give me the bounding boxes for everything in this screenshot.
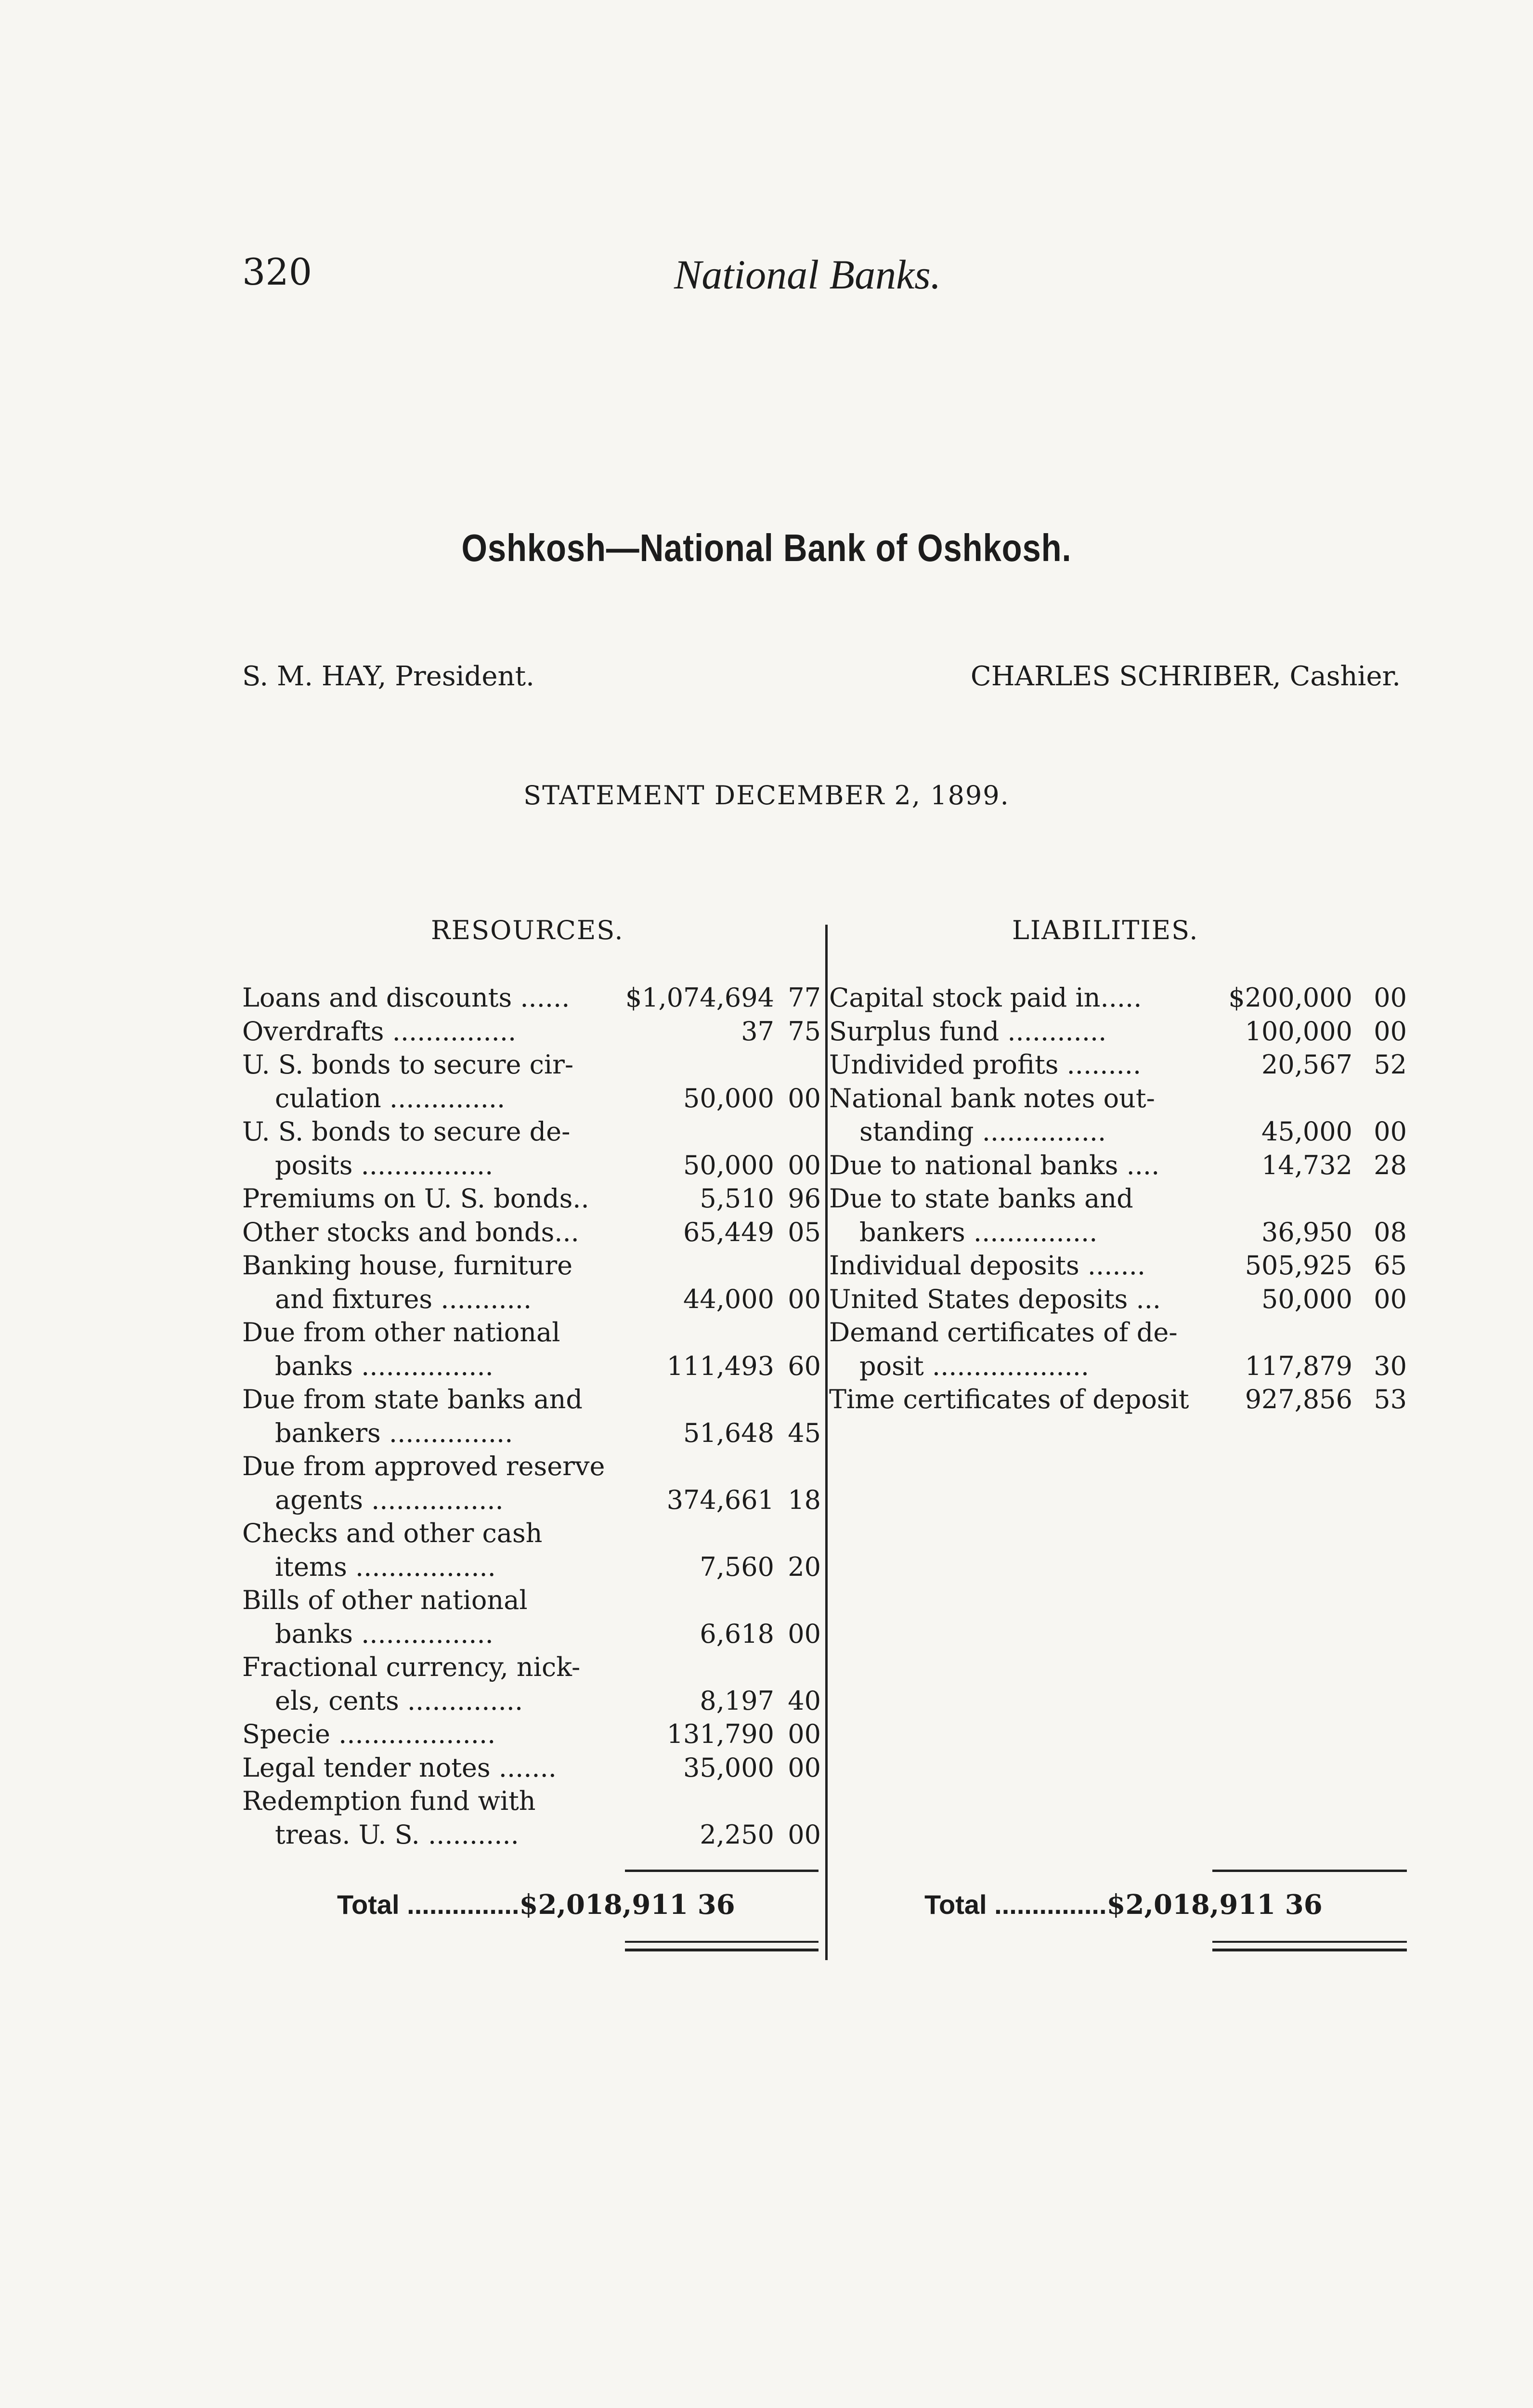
item-cents: 40	[788, 1685, 821, 1716]
item-cents: 00	[1374, 1116, 1407, 1147]
resources-sum-rule	[625, 1870, 818, 1872]
ledger-row	[242, 1115, 822, 1182]
column-divider	[825, 925, 828, 1960]
item-label: items .................	[275, 1551, 496, 1582]
ledger-row	[829, 1182, 1407, 1249]
ledger-line	[242, 1216, 822, 1249]
item-cents: 18	[788, 1484, 821, 1515]
ledger-line	[242, 1349, 822, 1383]
cashier-line: CHARLES SCHRIBER, Cashier.	[970, 661, 1401, 692]
ledger-line	[242, 1082, 822, 1115]
ledger-line	[242, 1048, 822, 1082]
ledger-row	[242, 1784, 822, 1851]
item-label: Due to national banks ....	[829, 1150, 1160, 1180]
ledger-line	[242, 1550, 822, 1584]
ledger-row	[242, 1316, 822, 1383]
item-cents: 30	[1374, 1350, 1407, 1381]
liabilities-sum-rule	[1212, 1870, 1407, 1872]
item-label: bankers ...............	[275, 1417, 513, 1448]
item-label: and fixtures ...........	[275, 1283, 532, 1314]
ledger-row	[829, 1149, 1407, 1182]
item-dollars: 14,732	[1261, 1150, 1352, 1180]
item-dollars: 111,493	[666, 1350, 774, 1381]
liabilities-total	[924, 1889, 1323, 1921]
item-label: posits ................	[275, 1150, 494, 1180]
item-cents: 28	[1374, 1150, 1407, 1180]
ledger-line	[242, 1383, 822, 1416]
item-label: Due from state banks and	[242, 1384, 583, 1414]
item-label: Due from other national	[242, 1317, 560, 1348]
item-cents: 45	[788, 1417, 821, 1448]
resources-heading: RESOURCES.	[431, 915, 624, 945]
ledger-line	[242, 1316, 822, 1349]
item-label: els, cents ..............	[275, 1685, 523, 1716]
ledger-row	[829, 981, 1407, 1015]
item-dollars: 35,000	[683, 1752, 774, 1783]
ledger-line	[242, 1283, 822, 1316]
ledger-line	[242, 1249, 822, 1283]
ledger-line	[242, 1015, 822, 1048]
item-label: standing ...............	[859, 1116, 1106, 1147]
item-cents: 00	[788, 1752, 821, 1783]
ledger-row	[242, 1751, 822, 1785]
item-label: United States deposits ...	[829, 1283, 1161, 1314]
item-label: National bank notes out-	[829, 1083, 1155, 1113]
resources-double-rule-top	[625, 1941, 818, 1943]
item-cents: 00	[788, 1618, 821, 1649]
item-label: posit ...................	[859, 1350, 1090, 1381]
ledger-line	[242, 1584, 822, 1617]
item-cents: 00	[788, 1083, 821, 1113]
ledger-row	[829, 1249, 1407, 1283]
item-dollars: 50,000	[1261, 1283, 1352, 1314]
item-cents: 00	[788, 1283, 821, 1314]
item-dollars: 50,000	[683, 1150, 774, 1180]
item-label: Due from approved reserve	[242, 1451, 605, 1481]
running-title: National Banks.	[674, 251, 941, 298]
item-cents: 60	[788, 1350, 821, 1381]
item-cents: 52	[1374, 1049, 1407, 1080]
item-label: Capital stock paid in.....	[829, 982, 1142, 1013]
item-dollars: 44,000	[683, 1283, 774, 1314]
ledger-line	[242, 1115, 822, 1149]
ledger-line	[829, 1015, 1407, 1048]
liabilities-total-amount: $2,018,911 36	[1106, 1889, 1323, 1921]
item-dollars: 2,250	[700, 1819, 774, 1850]
item-label: U. S. bonds to secure de-	[242, 1116, 571, 1147]
ledger-row	[829, 1082, 1407, 1149]
item-label: Demand certificates of de-	[829, 1317, 1178, 1348]
liabilities-double-rule-top	[1212, 1941, 1407, 1943]
item-dollars: 131,790	[666, 1719, 774, 1749]
item-dollars: 927,856	[1245, 1384, 1352, 1414]
resources-total-label: Total ...............	[337, 1889, 520, 1920]
ledger-row	[242, 1450, 822, 1517]
item-label: Surplus fund ............	[829, 1016, 1107, 1047]
ledger-line	[242, 1784, 822, 1818]
ledger-row	[242, 1182, 822, 1216]
item-dollars: 45,000	[1261, 1116, 1352, 1147]
item-label: Premiums on U. S. bonds..	[242, 1183, 589, 1214]
ledger-row	[242, 1249, 822, 1316]
item-dollars: 50,000	[683, 1083, 774, 1113]
item-dollars: 20,567	[1261, 1049, 1352, 1080]
statement-date: STATEMENT DECEMBER 2, 1899.	[523, 780, 1010, 811]
liabilities-total-label: Total ...............	[924, 1889, 1107, 1920]
page-number: 320	[242, 250, 312, 293]
item-cents: 08	[1374, 1217, 1407, 1247]
item-dollars: 65,449	[683, 1217, 774, 1247]
running-head	[0, 250, 1533, 299]
item-label: Individual deposits .......	[829, 1250, 1146, 1281]
president-line: S. M. HAY, President.	[242, 661, 534, 692]
item-label: Banking house, furniture	[242, 1250, 573, 1281]
item-dollars: 5,510	[700, 1183, 774, 1214]
item-label: Time certificates of deposit	[829, 1384, 1189, 1414]
item-label: Other stocks and bonds...	[242, 1217, 579, 1247]
item-dollars: 7,560	[700, 1551, 774, 1582]
ledger-line	[829, 1216, 1407, 1249]
ledger-row	[242, 1650, 822, 1717]
item-label: Checks and other cash	[242, 1518, 543, 1548]
item-cents: 00	[788, 1150, 821, 1180]
item-label: bankers ...............	[859, 1217, 1098, 1247]
item-cents: 05	[788, 1217, 821, 1247]
item-dollars: 36,950	[1261, 1217, 1352, 1247]
item-label: Redemption fund with	[242, 1786, 536, 1816]
ledger-row	[829, 1048, 1407, 1082]
ledger-line	[829, 1048, 1407, 1082]
item-label: Bills of other national	[242, 1585, 528, 1615]
ledger-line	[242, 1751, 822, 1785]
ledger-line	[829, 1316, 1407, 1349]
item-cents: 96	[788, 1183, 821, 1214]
item-cents: 00	[1374, 1016, 1407, 1047]
ledger-line	[829, 981, 1407, 1015]
ledger-row	[242, 1015, 822, 1048]
ledger-line	[829, 1082, 1407, 1115]
ledger-row	[829, 1283, 1407, 1316]
ledger-line	[829, 1383, 1407, 1416]
item-cents: 00	[788, 1819, 821, 1850]
item-cents: 75	[788, 1016, 821, 1047]
resources-double-rule-bottom	[625, 1949, 818, 1951]
ledger-line	[829, 1149, 1407, 1182]
ledger-line	[242, 1617, 822, 1651]
ledger-line	[242, 1517, 822, 1550]
ledger-line	[829, 1115, 1407, 1149]
ledger-row	[829, 1316, 1407, 1383]
ledger-row	[242, 981, 822, 1015]
ledger-line	[829, 1283, 1407, 1316]
liabilities-table	[829, 981, 1407, 1416]
item-dollars: 8,197	[700, 1685, 774, 1716]
ledger-line	[242, 1483, 822, 1517]
ledger-row	[242, 1584, 822, 1650]
resources-table	[242, 981, 822, 1851]
item-dollars: 37	[741, 1016, 774, 1047]
ledger-row	[829, 1383, 1407, 1416]
item-dollars: 100,000	[1245, 1016, 1352, 1047]
item-label: banks ................	[275, 1618, 494, 1649]
item-label: Due to state banks and	[829, 1183, 1133, 1214]
liabilities-double-rule-bottom	[1212, 1949, 1407, 1951]
resources-total-amount: $2,018,911 36	[519, 1889, 735, 1921]
ledger-line	[829, 1249, 1407, 1283]
ledger-line	[829, 1182, 1407, 1216]
item-label: Undivided profits .........	[829, 1049, 1142, 1080]
ledger-line	[242, 1182, 822, 1216]
ledger-row	[829, 1015, 1407, 1048]
item-dollars: $200,000	[1228, 982, 1352, 1013]
item-dollars: $1,074,694	[625, 982, 774, 1013]
ledger-row	[242, 1048, 822, 1115]
item-dollars: 117,879	[1245, 1350, 1352, 1381]
item-label: culation ..............	[275, 1083, 506, 1113]
item-cents: 20	[788, 1551, 821, 1582]
item-cents: 77	[788, 982, 821, 1013]
item-label: treas. U. S. ...........	[275, 1819, 519, 1850]
item-dollars: 374,661	[666, 1484, 774, 1515]
resources-total	[337, 1889, 735, 1921]
item-label: banks ................	[275, 1350, 494, 1381]
ledger-line	[242, 1684, 822, 1718]
item-cents: 65	[1374, 1250, 1407, 1281]
ledger-line	[242, 1416, 822, 1450]
item-label: Overdrafts ...............	[242, 1016, 517, 1047]
item-label: Loans and discounts ......	[242, 982, 570, 1013]
item-cents: 00	[788, 1719, 821, 1749]
item-dollars: 505,925	[1245, 1250, 1352, 1281]
ledger-line	[242, 1717, 822, 1751]
ledger-line	[829, 1349, 1407, 1383]
ledger-row	[242, 1517, 822, 1584]
item-label: Legal tender notes .......	[242, 1752, 557, 1783]
item-cents: 00	[1374, 982, 1407, 1013]
ledger-line	[242, 1450, 822, 1483]
item-label: agents ................	[275, 1484, 504, 1515]
item-dollars: 6,618	[700, 1618, 774, 1649]
item-dollars: 51,648	[683, 1417, 774, 1448]
item-label: Specie ...................	[242, 1719, 496, 1749]
item-cents: 00	[1374, 1283, 1407, 1314]
item-label: Fractional currency, nick-	[242, 1652, 581, 1682]
ledger-line	[242, 981, 822, 1015]
bank-title: Oshkosh—National Bank of Oshkosh.	[461, 526, 1072, 569]
ledger-row	[242, 1383, 822, 1450]
item-label: U. S. bonds to secure cir-	[242, 1049, 574, 1080]
ledger-row	[242, 1216, 822, 1249]
ledger-line	[242, 1149, 822, 1182]
item-cents: 53	[1374, 1384, 1407, 1414]
ledger-line	[242, 1818, 822, 1852]
ledger-line	[242, 1650, 822, 1684]
liabilities-heading: LIABILITIES.	[1012, 915, 1199, 945]
ledger-row	[242, 1717, 822, 1751]
